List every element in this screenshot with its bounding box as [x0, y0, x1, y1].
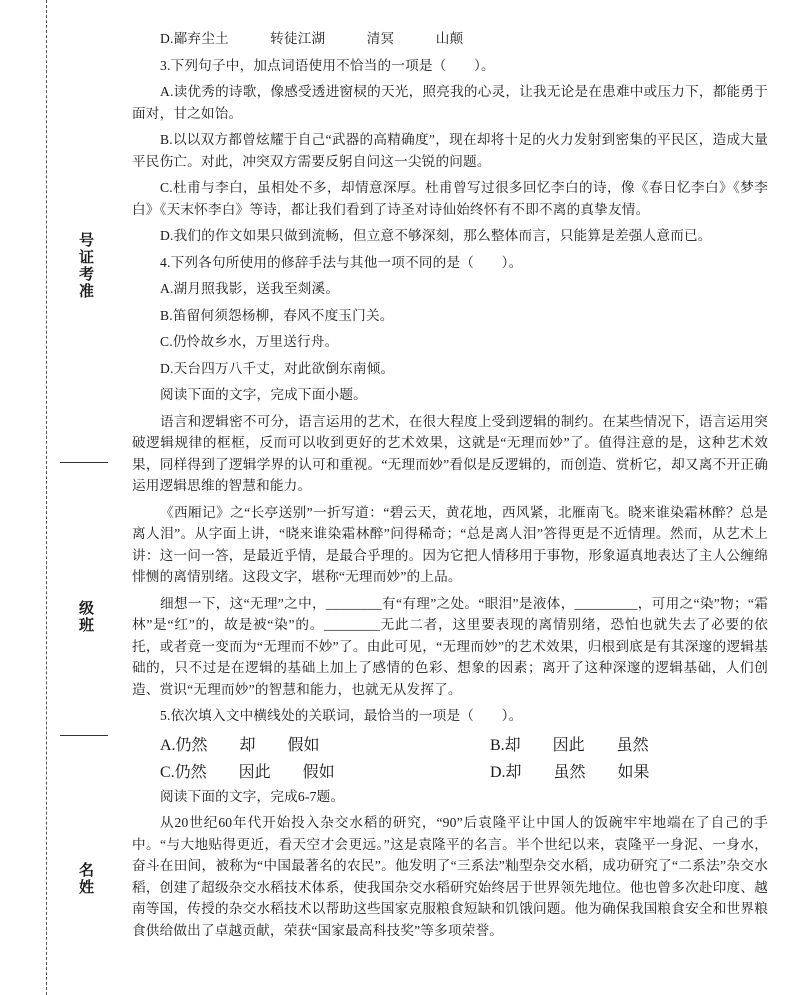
sidebar-field-label: 号证考准	[77, 232, 93, 300]
question-4-stem: 4.下列各句所使用的修辞手法与其他一项不同的是（ ）。	[160, 254, 523, 270]
reading-passage-1-para-1: 语言和逻辑密不可分，语言运用的艺术，在很大程度上受到逻辑的制约。在某些情况下，语言运用突破逻辑规律的框框，反而可以收到更好的艺术效果，这就是“无理而妙”了。值得注意的是，这种艺术效果，同样得到了逻辑学界的认可和重视。“无理而妙”看似是反逻辑的，而创造、赏析它，却又离不开正确运用逻辑思维的智慧和能力。	[132, 413, 768, 493]
sidebar-field-class	[52, 600, 118, 639]
question-5-choice-d: D.却 虽然 如果	[490, 763, 650, 781]
question-5-choice-a: A.仍然 却 假如	[160, 736, 320, 754]
document-body	[132, 28, 768, 946]
sidebar-field-label: 名姓	[77, 862, 93, 896]
question-4-option-d: D.天台四万八千丈，对此欲倒东南倾。	[160, 360, 395, 376]
question-4-option-c: C.仍怜故乡水，万里送行舟。	[160, 334, 339, 349]
question-5-choice-b: B.却 因此 虽然	[490, 736, 649, 754]
question-3-stem: 3.下列句子中，加点词语使用不恰当的一项是（ ）。	[160, 57, 495, 73]
question-3-option-c: C.杜甫与李白，虽相处不多，却情意深厚。杜甫曾写过很多回忆李白的诗，像《春日忆李白》《梦李白》《天末怀李白》等诗，都让我们看到了诗圣对诗仙始终怀有不即不离的真挚友情。	[132, 180, 768, 217]
exam-card-sidebar	[52, 0, 118, 995]
question-3-option-d: D.我们的作文如果只做到流畅，但立意不够深刻，那么整体而言，只能算是差强人意而已。	[160, 228, 712, 243]
question-5-choice-c: C.仍然 因此 假如	[160, 763, 335, 781]
cut-dashed-line	[46, 0, 47, 995]
reading-passage-1-para-3: 细想一下，这“无理”之中，________有“有理”之处。“眼泪”是液体，_________，可用之“染”物；“霜林”是“红”的，故是被“染”的。________无此二者，这里要表现的离情别绪，恐怕也就失去了必要的依托，或者竟一变而为“无理而不妙”了。由此可见，“无理而妙”的艺术效果，归根到底是有其深邃的逻辑基础的，只不过是在逻辑的基础上加上了感情的色彩、想象的因素；离开了这种深邃的逻辑基础，人们创造、赏识“无理而妙”的智慧和能力，也就无从发挥了。	[132, 595, 768, 697]
question-4-option-b: B.笛留何须怨杨柳，春风不度玉门关。	[160, 307, 394, 323]
reading-passage-1-para-2: 《西厢记》之“长亭送别”一折写道：“碧云天，黄花地，西风紧，北雁南飞。晓来谁染霜林醉？总是离人泪”。从字面上讲，“晓来谁染霜林醉”问得稀奇；“总是离人泪”答得更是不近情理。然而，从艺术上讲：这一问一答，是最近乎情，是最合乎理的。因为它把人情移用于事物，形象逼真地表达了主人公缠绵悱恻的离情别绪。这段文字，堪称“无理而妙”的上品。	[132, 504, 768, 584]
reading-passage-2-para-1: 从20世纪60年代开始投入杂交水稻的研究，“90”后袁隆平让中国人的饭碗牢牢地端在了自己的手中。“与大地贴得更近，看天空才会更远。”这是袁隆平的名言。半个世纪以来，袁隆平一身泥、一身水，奋斗在田间，被称为“中国最著名的农民”。他发明了“三系法”籼型杂交水稻，成功研究了“二系法”杂交水稻，创建了超级杂交水稻技术体系，使我国杂交水稻研究始终居于世界领先地位。他也曾多次赴印度、越南等国，传授的杂交水稻技术以帮助这些国家克服粮食短缺和饥饿问题。他为确保我国粮食安全和世界粮食供给做出了卓越贡献，荣获“国家最高科技奖”等多项荣誉。	[132, 815, 768, 938]
sidebar-field-label: 级班	[77, 600, 93, 634]
question-3-option-a: A.读优秀的诗歌，像感受透进窗棂的天光，照亮我的心灵，让我无论是在患难中或压力下，都能勇于面对，甘之如饴。	[132, 84, 768, 121]
sidebar-rule-2	[60, 735, 108, 736]
question-4-option-a: A.湖月照我影，送我至剡溪。	[160, 281, 340, 296]
sidebar-field-admission-number	[52, 232, 118, 305]
sidebar-rule-1	[60, 462, 108, 463]
sidebar-field-name	[52, 862, 118, 901]
question-5-choice-row-2	[160, 759, 768, 781]
reading-passage-1-instruction: 阅读下面的文字，完成下面小题。	[160, 387, 367, 402]
question-3-option-b: B.以以双方都曾炫耀于自己“武器的高精确度”，现在却将十足的火力发射到密集的平民区，造成大量平民伤亡。对此，冲突双方需要反躬自问这一尖锐的问题。	[132, 132, 768, 169]
question-5-choice-row-1	[160, 732, 768, 755]
paragraph-option-d-line: D.鄙弃尘土 转徒江湖 清冥 山颠	[160, 31, 464, 46]
reading-passage-2-instruction: 阅读下面的文字，完成6-7题。	[160, 788, 345, 804]
question-5-stem: 5.依次填入文中横线处的关联词，最恰当的一项是（ ）。	[160, 708, 523, 723]
